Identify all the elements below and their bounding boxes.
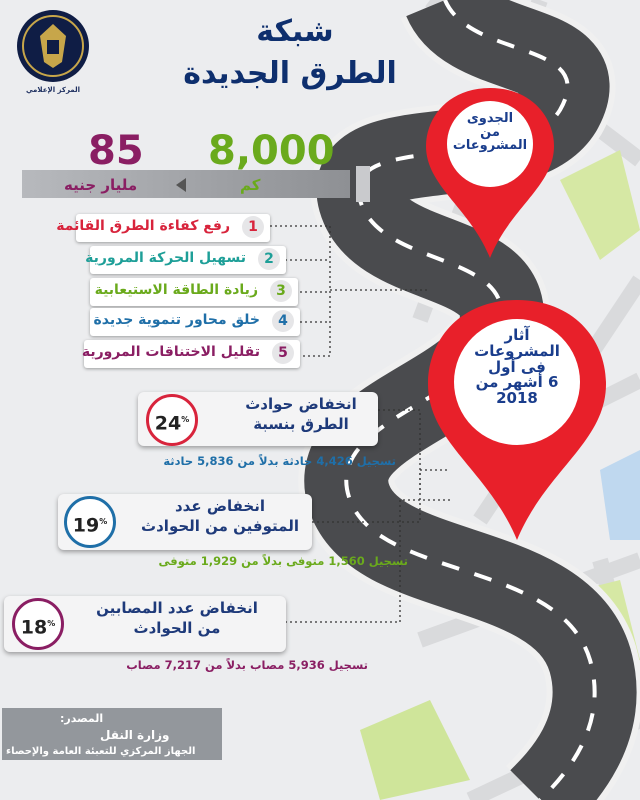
cost-value: 85 [88,128,144,174]
impact-pin-text: آثار المشروعات فى أول 6 أشهر من 2018 [474,326,560,407]
source-label: المصدر: [60,712,104,725]
goal-label: تسهيل الحركة المرورية [85,250,246,266]
cost-unit: مليار جنيه [64,176,138,194]
goal-number: 1 [242,216,264,238]
percent-badge: 18% [12,598,64,650]
percent-badge: 19% [64,496,116,548]
impact-detail: تسجيل 4,426 حادثة بدلاً من 5,836 حادثة [163,454,396,468]
goal-item-4 [90,308,300,336]
goal-item-1 [56,214,270,242]
goal-label: تقليل الاختناقات المرورية [81,344,260,360]
stats-divider [356,166,370,202]
arrow-left-icon [176,178,186,192]
impact-detail: تسجيل 1,560 متوفى بدلاً من 1,929 متوفى [158,554,408,568]
source-ministry: وزارة النقل [100,728,170,742]
length-value: 8,000 [208,128,335,174]
impact-card-title: انخفاض عدد المتوفين من الحوادث [141,497,299,536]
source-agency: الجهاز المركزي للتعبئة العامة والإحصاء [6,746,196,757]
page-title-line1: شبكة [256,14,334,49]
goal-item-3 [90,278,298,306]
goal-number: 5 [272,342,294,364]
logo-caption: المركز الإعلامي [25,86,81,94]
goal-label: خلق محاور تنموية جديدة [93,312,260,328]
impact-detail: تسجيل 5,936 مصاب بدلاً من 7,217 مصاب [126,658,368,672]
length-unit: كم [240,176,261,194]
percent-badge: 24% [146,394,198,446]
feasibility-pin-text: الجدوى من المشروعات [452,111,528,154]
page-title-line2: الطرق الجديدة [183,56,397,91]
goal-number: 2 [258,248,280,270]
impact-card-title: انخفاض حوادث الطرق بنسبة [245,395,357,434]
goal-number: 3 [270,280,292,302]
impact-card-title: انخفاض عدد المصابين من الحوادث [96,599,258,638]
goal-label: زيادة الطاقة الاستيعابية [94,282,258,298]
goal-item-5 [81,340,300,368]
goal-label: رفع كفاءة الطرق القائمة [56,218,230,234]
goal-item-2 [85,246,286,274]
goal-number: 4 [272,310,294,332]
